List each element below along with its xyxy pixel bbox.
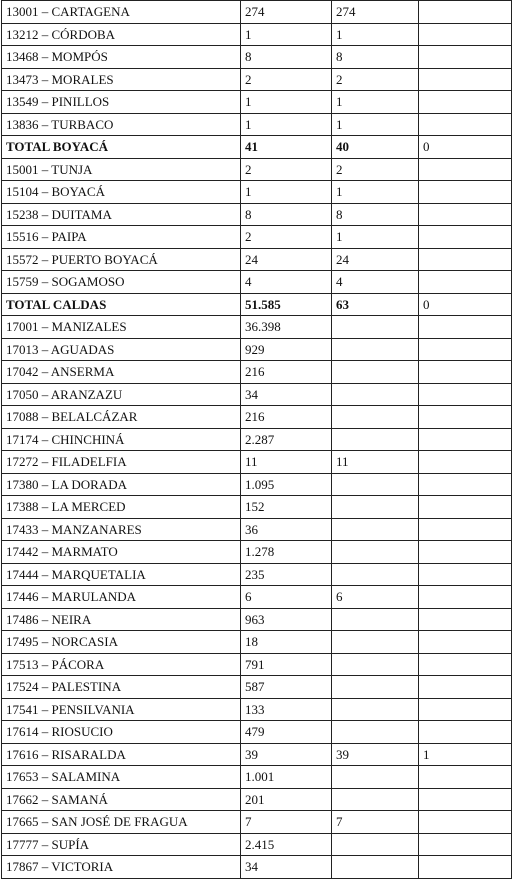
value-2-cell: 1 (332, 23, 419, 46)
table-body (2, 1, 512, 879)
table-row (2, 833, 512, 856)
table-row (2, 788, 512, 811)
municipality-cell: 15759 – SOGAMOSO (2, 271, 241, 294)
municipality-cell: 17442 – MARMATO (2, 541, 241, 564)
value-2-cell (332, 698, 419, 721)
table-row (2, 428, 512, 451)
value-1-cell: 6 (241, 586, 332, 609)
value-1-cell: 24 (241, 248, 332, 271)
value-2-cell: 24 (332, 248, 419, 271)
value-2-cell (332, 361, 419, 384)
value-3-cell (419, 451, 512, 474)
municipality-cell: TOTAL CALDAS (2, 293, 241, 316)
municipality-cell: TOTAL BOYACÁ (2, 136, 241, 159)
value-2-cell: 4 (332, 271, 419, 294)
value-1-cell: 41 (241, 136, 332, 159)
table-row (2, 496, 512, 519)
table-row (2, 721, 512, 744)
table-row (2, 46, 512, 69)
value-2-cell (332, 676, 419, 699)
table-row (2, 406, 512, 429)
value-2-cell (332, 788, 419, 811)
value-3-cell (419, 428, 512, 451)
table-row (2, 811, 512, 834)
value-1-cell: 39 (241, 743, 332, 766)
municipality-cell: 15238 – DUITAMA (2, 203, 241, 226)
value-2-cell: 39 (332, 743, 419, 766)
table-row (2, 91, 512, 114)
municipality-cell: 17541 – PENSILVANIA (2, 698, 241, 721)
value-2-cell: 274 (332, 1, 419, 24)
value-1-cell: 7 (241, 811, 332, 834)
value-3-cell (419, 698, 512, 721)
table-row (2, 68, 512, 91)
value-3-cell (419, 406, 512, 429)
value-2-cell (332, 496, 419, 519)
value-3-cell (419, 766, 512, 789)
table-row (2, 383, 512, 406)
municipality-cell: 17013 – AGUADAS (2, 338, 241, 361)
table-row (2, 856, 512, 879)
value-1-cell: 1 (241, 91, 332, 114)
value-3-cell (419, 586, 512, 609)
value-2-cell (332, 766, 419, 789)
value-1-cell: 152 (241, 496, 332, 519)
municipality-cell: 17388 – LA MERCED (2, 496, 241, 519)
value-3-cell (419, 23, 512, 46)
value-1-cell: 51.585 (241, 293, 332, 316)
value-2-cell: 11 (332, 451, 419, 474)
value-1-cell: 18 (241, 631, 332, 654)
value-1-cell: 2.287 (241, 428, 332, 451)
municipality-cell: 17614 – RIOSUCIO (2, 721, 241, 744)
value-3-cell (419, 226, 512, 249)
value-1-cell: 963 (241, 608, 332, 631)
table-row (2, 518, 512, 541)
value-3-cell: 0 (419, 293, 512, 316)
value-2-cell: 1 (332, 226, 419, 249)
municipality-cell: 13549 – PINILLOS (2, 91, 241, 114)
value-1-cell: 8 (241, 203, 332, 226)
value-2-cell (332, 631, 419, 654)
value-2-cell (332, 338, 419, 361)
value-1-cell: 1 (241, 113, 332, 136)
municipality-cell: 17513 – PÁCORA (2, 653, 241, 676)
municipality-cell: 17867 – VICTORIA (2, 856, 241, 879)
value-2-cell (332, 563, 419, 586)
total-row (2, 293, 512, 316)
value-1-cell: 36.398 (241, 316, 332, 339)
table-row (2, 248, 512, 271)
value-2-cell (332, 541, 419, 564)
municipality-cell: 17050 – ARANZAZU (2, 383, 241, 406)
value-3-cell (419, 811, 512, 834)
value-3-cell (419, 383, 512, 406)
table-row (2, 473, 512, 496)
value-2-cell: 1 (332, 91, 419, 114)
municipality-cell: 13468 – MOMPÓS (2, 46, 241, 69)
table-row (2, 766, 512, 789)
table-row (2, 541, 512, 564)
value-3-cell (419, 856, 512, 879)
value-2-cell: 7 (332, 811, 419, 834)
table-row (2, 1, 512, 24)
municipality-cell: 17665 – SAN JOSÉ DE FRAGUA (2, 811, 241, 834)
value-2-cell (332, 316, 419, 339)
value-1-cell: 2 (241, 226, 332, 249)
value-1-cell: 587 (241, 676, 332, 699)
municipality-cell: 17495 – NORCASIA (2, 631, 241, 654)
table-row (2, 631, 512, 654)
municipality-cell: 15516 – PAIPA (2, 226, 241, 249)
table-row (2, 181, 512, 204)
value-3-cell (419, 473, 512, 496)
table-row (2, 226, 512, 249)
value-1-cell: 8 (241, 46, 332, 69)
municipality-cell: 15104 – BOYACÁ (2, 181, 241, 204)
value-1-cell: 1.001 (241, 766, 332, 789)
value-3-cell (419, 113, 512, 136)
value-2-cell (332, 721, 419, 744)
value-2-cell (332, 833, 419, 856)
value-1-cell: 1 (241, 181, 332, 204)
value-1-cell: 929 (241, 338, 332, 361)
municipality-cell: 13473 – MORALES (2, 68, 241, 91)
value-2-cell: 8 (332, 203, 419, 226)
value-2-cell: 8 (332, 46, 419, 69)
table-row (2, 698, 512, 721)
table-row (2, 586, 512, 609)
value-1-cell: 34 (241, 383, 332, 406)
municipality-cell: 17653 – SALAMINA (2, 766, 241, 789)
value-2-cell (332, 653, 419, 676)
value-3-cell (419, 248, 512, 271)
table-row (2, 203, 512, 226)
municipality-cell: 13001 – CARTAGENA (2, 1, 241, 24)
value-2-cell (332, 406, 419, 429)
municipality-cell: 17174 – CHINCHINÁ (2, 428, 241, 451)
value-3-cell (419, 91, 512, 114)
table-row (2, 361, 512, 384)
municipality-cell: 17524 – PALESTINA (2, 676, 241, 699)
value-3-cell: 0 (419, 136, 512, 159)
value-3-cell (419, 361, 512, 384)
value-2-cell: 6 (332, 586, 419, 609)
table-row (2, 451, 512, 474)
value-1-cell: 479 (241, 721, 332, 744)
value-1-cell: 2 (241, 68, 332, 91)
table-row (2, 676, 512, 699)
value-3-cell (419, 608, 512, 631)
municipality-cell: 17777 – SUPÍA (2, 833, 241, 856)
value-3-cell (419, 721, 512, 744)
value-1-cell: 1 (241, 23, 332, 46)
value-2-cell: 40 (332, 136, 419, 159)
municipality-cell: 13836 – TURBACO (2, 113, 241, 136)
value-3-cell (419, 563, 512, 586)
value-3-cell (419, 541, 512, 564)
value-1-cell: 2.415 (241, 833, 332, 856)
value-1-cell: 34 (241, 856, 332, 879)
value-1-cell: 216 (241, 406, 332, 429)
municipality-cell: 15572 – PUERTO BOYACÁ (2, 248, 241, 271)
table-row (2, 316, 512, 339)
value-2-cell (332, 383, 419, 406)
value-3-cell (419, 833, 512, 856)
value-3-cell: 1 (419, 743, 512, 766)
value-1-cell: 216 (241, 361, 332, 384)
value-3-cell (419, 676, 512, 699)
municipality-cell: 17380 – LA DORADA (2, 473, 241, 496)
value-3-cell (419, 338, 512, 361)
value-3-cell (419, 1, 512, 24)
municipality-cell: 17486 – NEIRA (2, 608, 241, 631)
value-1-cell: 11 (241, 451, 332, 474)
value-3-cell (419, 203, 512, 226)
value-3-cell (419, 518, 512, 541)
table-row (2, 653, 512, 676)
value-1-cell: 1.278 (241, 541, 332, 564)
value-2-cell: 2 (332, 68, 419, 91)
table-row (2, 113, 512, 136)
municipality-cell: 17001 – MANIZALES (2, 316, 241, 339)
municipality-cell: 17272 – FILADELFIA (2, 451, 241, 474)
table-row (2, 338, 512, 361)
municipality-cell: 17088 – BELALCÁZAR (2, 406, 241, 429)
municipality-table (1, 0, 512, 879)
value-1-cell: 201 (241, 788, 332, 811)
value-2-cell (332, 473, 419, 496)
value-1-cell: 4 (241, 271, 332, 294)
value-1-cell: 133 (241, 698, 332, 721)
table-row (2, 743, 512, 766)
value-1-cell: 791 (241, 653, 332, 676)
table-row (2, 158, 512, 181)
value-3-cell (419, 316, 512, 339)
table-row (2, 271, 512, 294)
value-2-cell: 63 (332, 293, 419, 316)
municipality-cell: 17433 – MANZANARES (2, 518, 241, 541)
value-2-cell: 1 (332, 113, 419, 136)
municipality-cell: 17616 – RISARALDA (2, 743, 241, 766)
value-2-cell (332, 428, 419, 451)
value-3-cell (419, 271, 512, 294)
value-3-cell (419, 46, 512, 69)
municipality-cell: 13212 – CÓRDOBA (2, 23, 241, 46)
value-1-cell: 235 (241, 563, 332, 586)
value-3-cell (419, 181, 512, 204)
value-1-cell: 274 (241, 1, 332, 24)
table-row (2, 608, 512, 631)
value-3-cell (419, 496, 512, 519)
municipality-cell: 17042 – ANSERMA (2, 361, 241, 384)
value-2-cell (332, 608, 419, 631)
table-row (2, 23, 512, 46)
value-2-cell (332, 856, 419, 879)
value-2-cell: 1 (332, 181, 419, 204)
value-2-cell (332, 518, 419, 541)
value-1-cell: 1.095 (241, 473, 332, 496)
table-row (2, 563, 512, 586)
value-3-cell (419, 631, 512, 654)
municipality-cell: 17444 – MARQUETALIA (2, 563, 241, 586)
value-3-cell (419, 68, 512, 91)
municipality-cell: 17446 – MARULANDA (2, 586, 241, 609)
municipality-cell: 15001 – TUNJA (2, 158, 241, 181)
value-1-cell: 36 (241, 518, 332, 541)
value-2-cell: 2 (332, 158, 419, 181)
municipality-cell: 17662 – SAMANÁ (2, 788, 241, 811)
value-3-cell (419, 788, 512, 811)
total-row (2, 136, 512, 159)
value-1-cell: 2 (241, 158, 332, 181)
value-3-cell (419, 158, 512, 181)
value-3-cell (419, 653, 512, 676)
